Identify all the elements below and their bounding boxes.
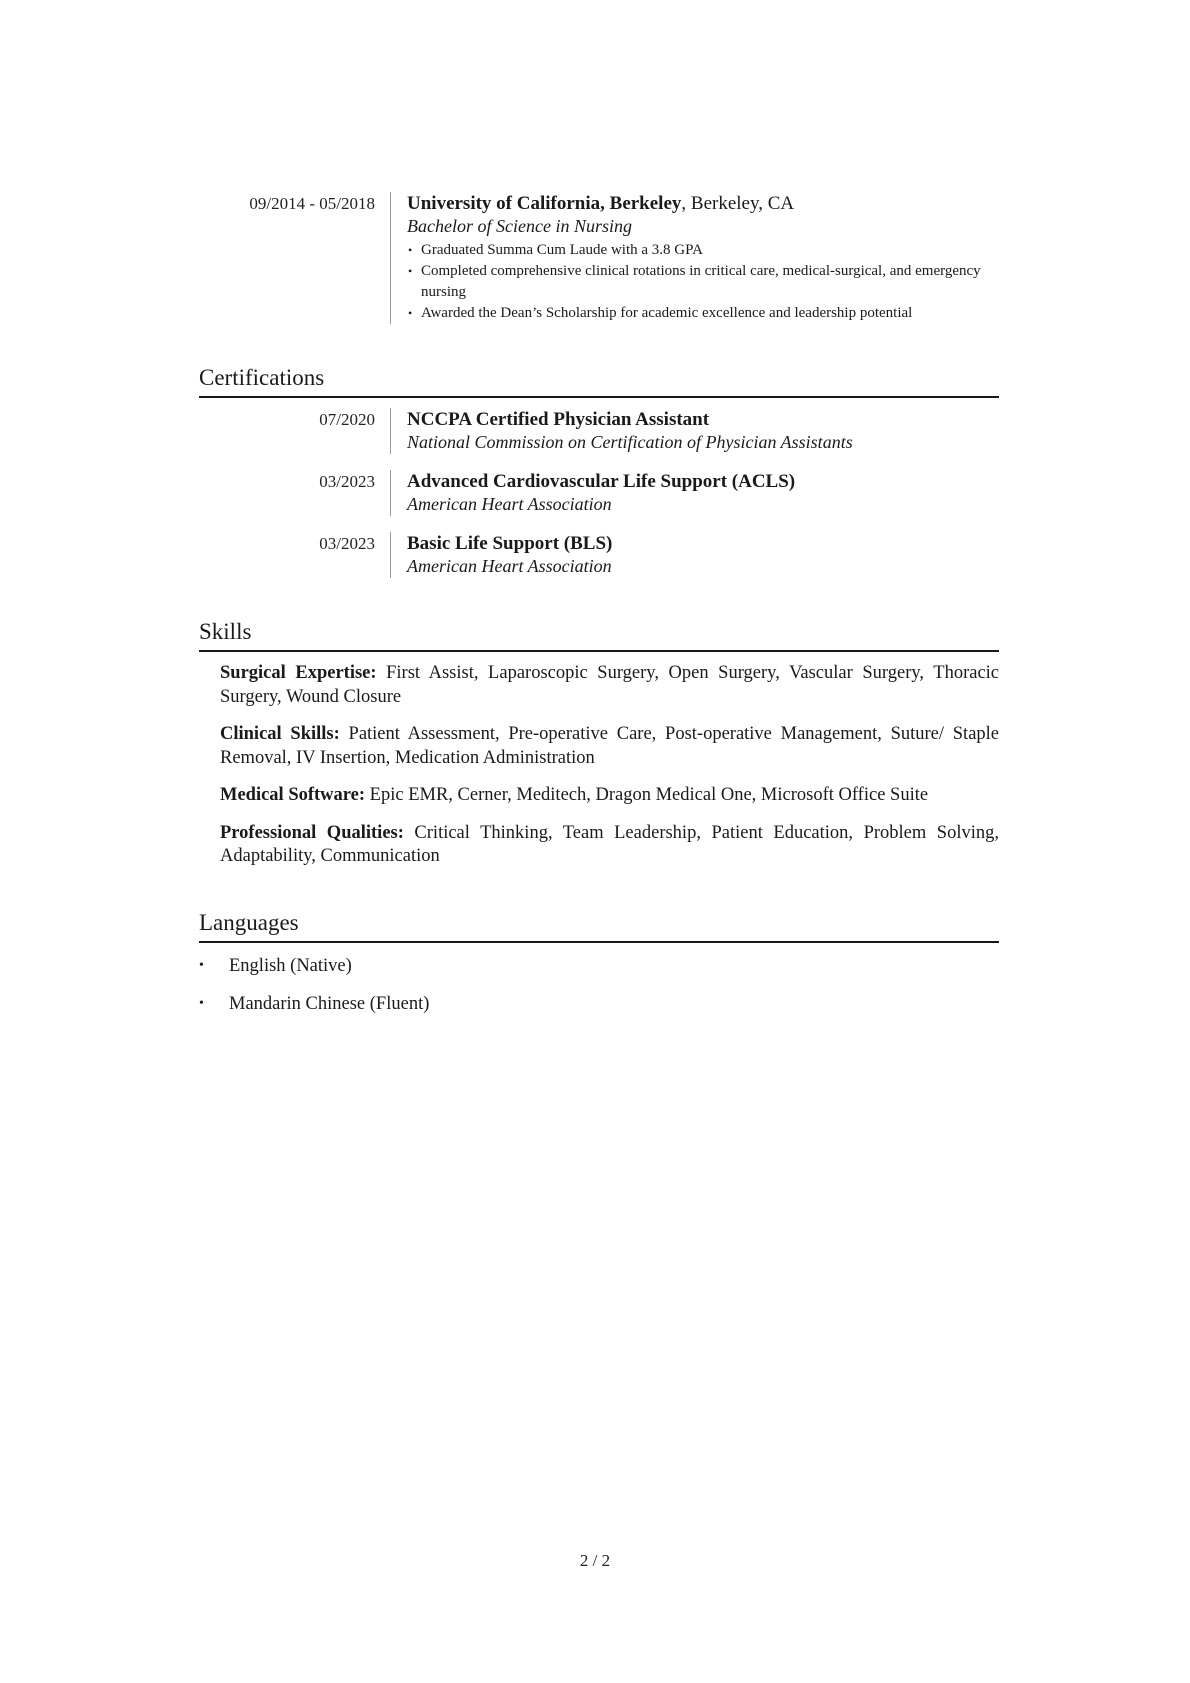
skills-list [199, 662, 999, 869]
certification-details [390, 532, 999, 578]
language-item: • Mandarin Chinese (Fluent) [199, 992, 999, 1016]
degree-name: Bachelor of Science in Nursing [407, 216, 632, 236]
certification-details [390, 470, 999, 516]
skills-title: Skills [199, 618, 999, 652]
skill-label: Medical Software: [220, 785, 366, 805]
skill-item [220, 723, 999, 770]
certifications-section [199, 364, 999, 578]
certification-date: 03/2023 [319, 472, 375, 491]
education-date: 09/2014 - 05/2018 [249, 194, 375, 213]
skill-label: Surgical Expertise: [220, 663, 377, 683]
certification-name [407, 408, 999, 431]
certification-name [407, 532, 999, 555]
certification-details [390, 408, 999, 454]
skill-text: Critical Thinking, Team Leadership, Patient Education, Problem Solving, Adaptability, Communication [220, 822, 999, 866]
resume-content [199, 192, 999, 1030]
education-bullet: • Graduated Summa Cum Laude with a 3.8 GPA [407, 240, 999, 261]
skill-item [220, 662, 999, 709]
certification-entry [199, 470, 999, 516]
certification-name [407, 470, 999, 493]
certification-entry [199, 532, 999, 578]
certification-date: 07/2020 [319, 410, 375, 429]
skill-item [220, 784, 999, 808]
skills-section [199, 618, 999, 869]
education-details [390, 192, 999, 324]
skill-label: Professional Qualities: [220, 822, 404, 843]
certification-name-text: Advanced Cardiovascular Life Support (ACLS) [407, 471, 796, 492]
certification-issuer: American Heart Association [407, 494, 612, 514]
skill-text: Epic EMR, Cerner, Meditech, Dragon Medical One, Microsoft Office Suite [365, 785, 929, 805]
education-bullet: • Awarded the Dean’s Scholarship for academic excellence and leadership potential [407, 303, 999, 324]
education-bullets [407, 240, 999, 324]
languages-section [199, 909, 999, 1016]
institution-location: , Berkeley, CA [681, 193, 795, 214]
certifications-list [199, 408, 999, 578]
institution-name: University of California, Berkeley [407, 193, 682, 214]
skill-item [220, 822, 999, 869]
education-bullet: • Completed comprehensive clinical rotations in critical care, medical-surgical, and emergency nursing [407, 261, 999, 303]
education-entry [199, 192, 999, 324]
page-number: 2 / 2 [579, 1551, 611, 1570]
certification-date: 03/2023 [319, 534, 375, 553]
skill-text: First Assist, Laparoscopic Surgery, Open Surgery, Vascular Surgery, Thoracic Surgery, Wound Closure [220, 663, 1000, 707]
certification-issuer: American Heart Association [407, 556, 612, 576]
certification-issuer: National Commission on Certification of Physician Assistants [407, 432, 853, 452]
certifications-title: Certifications [199, 364, 999, 398]
language-item: • English (Native) [199, 954, 999, 978]
skill-text: Patient Assessment, Pre-operative Care, Post-operative Management, Suture/ Staple Removal, IV Insertion, Medication Administration [220, 724, 1000, 768]
skill-label: Clinical Skills: [220, 724, 340, 744]
languages-title: Languages [199, 909, 999, 943]
education-heading [407, 192, 999, 215]
certification-name-text: NCCPA Certified Physician Assistant [407, 409, 710, 430]
certification-name-text: Basic Life Support (BLS) [407, 533, 613, 554]
languages-list [199, 954, 999, 1016]
certification-entry [199, 408, 999, 454]
